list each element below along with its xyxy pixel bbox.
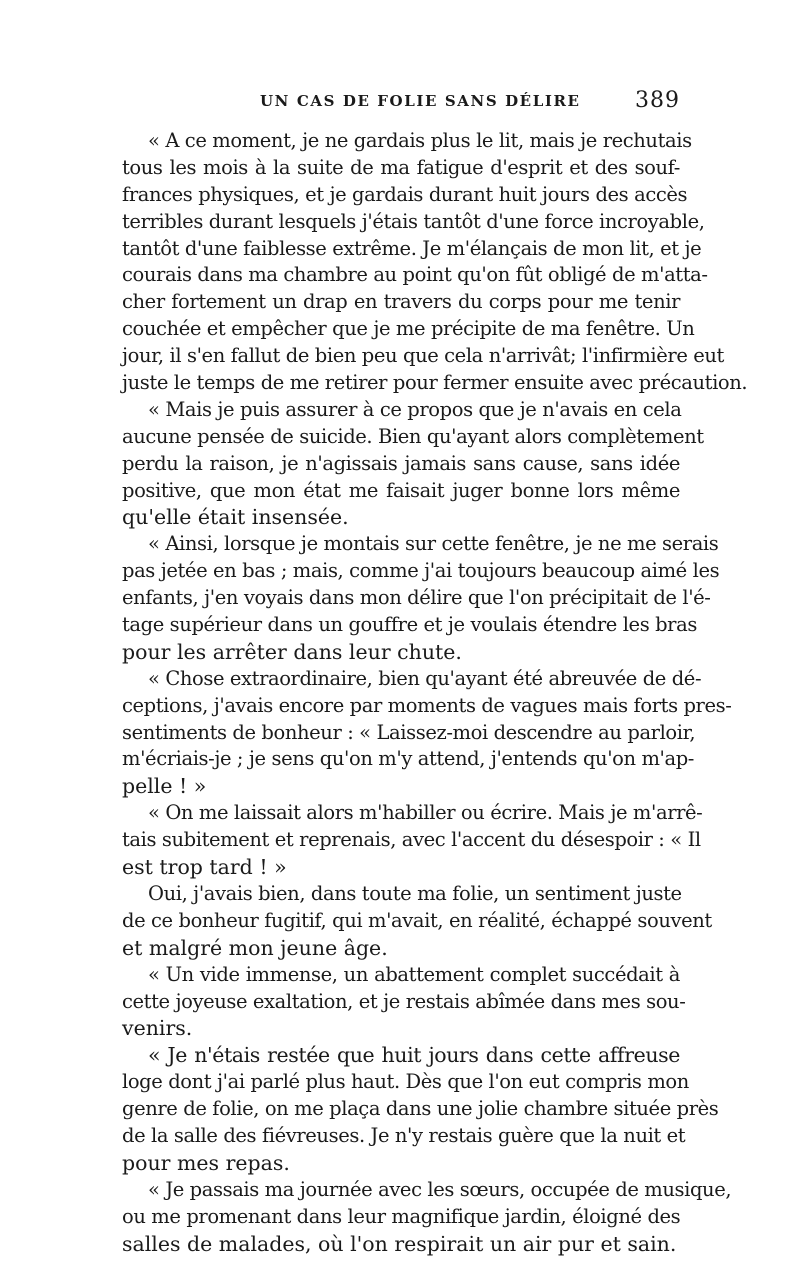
text-line: m'écriais-je ; je sens qu'on m'y attend, j'entends qu'on m'ap- xyxy=(122,747,694,771)
text-line: couchée et empêcher que je me précipite de ma fenêtre. Un xyxy=(122,317,695,341)
text-line: « Mais je puis assurer à ce propos que je n'avais en cela xyxy=(148,397,682,421)
text-line: pas jetée en bas ; mais, comme j'ai toujours beaucoup aimé les xyxy=(122,559,720,583)
text-line: loge dont j'ai parlé plus haut. Dès que l'on eut compris mon xyxy=(122,1070,689,1094)
text-line: genre de folie, on me plaça dans une jolie chambre située près xyxy=(122,1097,719,1121)
text-line: aucune pensée de suicide. Bien qu'ayant alors complètement xyxy=(122,424,704,448)
text-line: « Ainsi, lorsque je montais sur cette fenêtre, je ne me serais xyxy=(148,532,719,556)
running-title: UN CAS DE FOLIE SANS DÉLIRE xyxy=(260,92,581,110)
text-line: ceptions, j'avais encore par moments de vagues mais forts pres- xyxy=(122,693,732,717)
text-line: qu'elle était insensée. xyxy=(122,505,349,530)
page-number: 389 xyxy=(635,88,680,113)
text-line: pour mes repas. xyxy=(122,1150,290,1175)
text-line: positive, que mon état me faisait juger bonne lors même xyxy=(122,478,680,502)
text-line: tantôt d'une faiblesse extrême. Je m'élançais de mon lit, et je xyxy=(122,236,702,260)
body-text xyxy=(122,128,748,1257)
text-line: est trop tard ! » xyxy=(122,855,287,880)
text-line: « A ce moment, je ne gardais plus le lit, mais je rechutais xyxy=(148,129,692,152)
text-line: tage supérieur dans un gouffre et je voulais étendre les bras xyxy=(122,613,697,637)
text-line: enfants, j'en voyais dans mon délire que l'on précipitait de l'é- xyxy=(122,586,711,610)
text-line: de la salle des fiévreuses. Je n'y restais guère que la nuit et xyxy=(122,1123,686,1147)
text-line: pour les arrêter dans leur chute. xyxy=(122,639,462,664)
text-line: et malgré mon jeune âge. xyxy=(122,935,388,960)
text-line: juste le temps de me retirer pour fermer ensuite avec précaution. xyxy=(122,371,748,395)
text-line: venirs. xyxy=(122,1016,193,1041)
text-line: « Chose extraordinaire, bien qu'ayant été abreuvée de dé- xyxy=(148,666,702,690)
text-line: terribles durant lesquels j'étais tantôt d'une force incroyable, xyxy=(122,209,705,233)
text-line: sentiments de bonheur : « Laissez-moi descendre au parloir, xyxy=(122,720,696,744)
text-line: courais dans ma chambre au point qu'on fût obligé de m'atta- xyxy=(122,263,708,287)
running-head xyxy=(122,88,680,118)
text-line: salles de malades, où l'on respirait un air pur et sain. xyxy=(122,1231,677,1256)
text-line: cette joyeuse exaltation, et je restais abîmée dans mes sou- xyxy=(122,989,686,1013)
text-line: tous les mois à la suite de ma fatigue d'esprit et des souf- xyxy=(122,155,680,179)
text-line: « Je n'étais restée que huit jours dans cette affreuse xyxy=(148,1043,680,1068)
text-line: de ce bonheur fugitif, qui m'avait, en réalité, échappé souvent xyxy=(122,908,712,932)
text-line: cher fortement un drap en travers du corps pour me tenir xyxy=(122,290,680,314)
text-line: frances physiques, et je gardais durant huit jours des accès xyxy=(122,182,688,206)
text-line: jour, il s'en fallut de bien peu que cela n'arrivât; l'infirmière eut xyxy=(122,344,724,368)
text-line: tais subitement et reprenais, avec l'accent du désespoir : « Il xyxy=(122,828,701,852)
text-line: perdu la raison, je n'agissais jamais sans cause, sans idée xyxy=(122,451,680,475)
text-line: « Un vide immense, un abattement complet succédait à xyxy=(148,962,680,986)
text-line: « Je passais ma journée avec les sœurs, occupée de musique, xyxy=(148,1177,732,1201)
text-line: pelle ! » xyxy=(122,774,207,799)
text-line: ou me promenant dans leur magnifique jardin, éloigné des xyxy=(122,1204,681,1228)
text-line: Oui, j'avais bien, dans toute ma folie, un sentiment juste xyxy=(148,881,682,905)
text-line: « On me laissait alors m'habiller ou écrire. Mais je m'arrê- xyxy=(148,801,703,825)
